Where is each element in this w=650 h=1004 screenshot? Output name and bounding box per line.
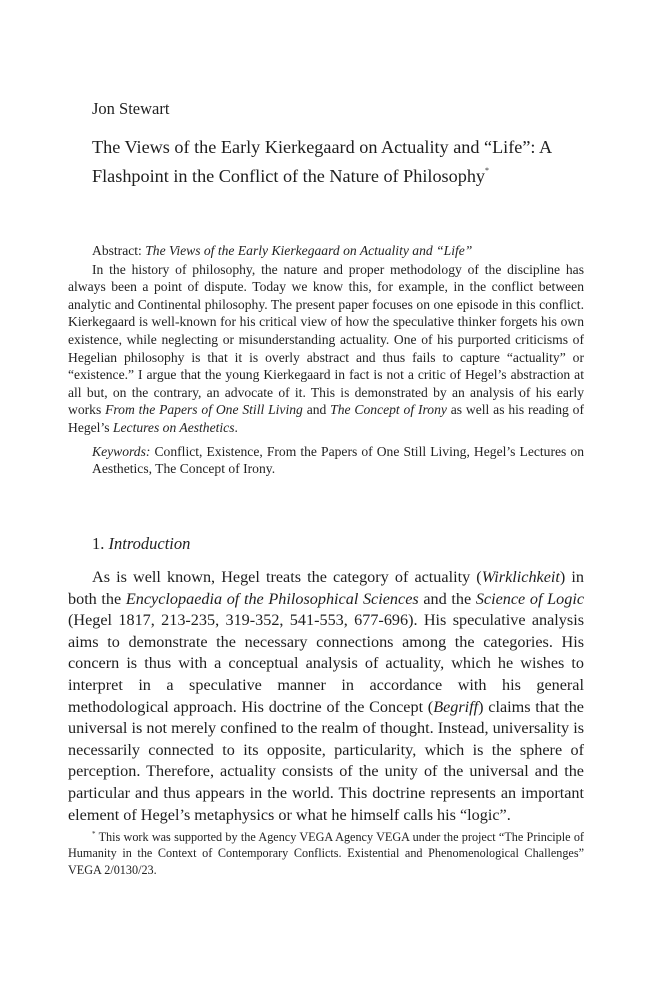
body-text xyxy=(68,567,584,826)
body-italic-term: Begriff xyxy=(433,697,479,716)
body-text-run: ) claims that the universal is not merely confined to the realm of thought. Instead, universality is necessarily connected to its opposite, particularity, which is the sphere of perception. Therefore, actuality consists of the unity of the universal and the particular and thus appears in the world. This doctrine represents an important element of Hegel’s metaphysics or what he himself calls his “logic”. xyxy=(68,697,584,824)
footnote-marker: * xyxy=(92,830,96,838)
body-paragraph xyxy=(68,567,584,826)
body-text-run: (Hegel 1817, 213-235, 319-352, 541-553, 677-696). His speculative analysis aims to demonstrate the necessary connections among the categories. His concern is thus with a conceptual analysis of actuality, which he wishes to interpret in a speculative manner in accordance with his general methodological approach. His doctrine of the Concept ( xyxy=(68,611,584,716)
abstract-title: The Views of the Early Kierkegaard on Actuality and “Life” xyxy=(145,243,473,258)
keywords-list: Conflict, Existence, From the Papers of One Still Living, Hegel’s Lectures on Aesthetics, The Concept of Irony. xyxy=(92,443,584,477)
body-italic-term: Science of Logic xyxy=(475,589,585,608)
work-title: From the Papers of One Still Living xyxy=(105,402,303,418)
section-title: Introduction xyxy=(108,534,191,553)
work-title: Lectures on Aesthetics xyxy=(112,419,235,435)
footnote xyxy=(68,826,584,878)
paper-title-text: The Views of the Early Kierkegaard on Actuality and “Life”: A Flashpoint in the Conflict of the Nature of Philosophy xyxy=(92,137,552,186)
body-text-run: As is well known, Hegel treats the category of actuality ( xyxy=(92,568,482,586)
title-footnote-marker[interactable]: * xyxy=(485,166,490,175)
abstract-label: Abstract: xyxy=(92,243,146,258)
keywords-label: Keywords: xyxy=(92,443,151,459)
footnote-text: This work was supported by the Agency VEGA Agency VEGA under the project “The Principle of Humanity in the Context of Contemporary Conflicts. Existential and Phenomenological Challenges” VEGA 2/0130/23. xyxy=(68,830,584,877)
abstract-text: . xyxy=(234,419,238,435)
section-number: 1. xyxy=(92,534,109,553)
body-italic-term: Wirklichkeit xyxy=(481,568,560,586)
section-heading xyxy=(92,534,190,554)
paper-title xyxy=(92,135,612,188)
abstract-text: as well as his reading of Hegel’s xyxy=(68,402,584,435)
footnote-paragraph xyxy=(68,826,584,878)
author-name: Jon Stewart xyxy=(92,99,170,118)
keywords xyxy=(68,443,584,478)
abstract-text: In the history of philosophy, the nature and proper methodology of the discipline has always been a point of dispute. Today we know this, for example, in the conflict between analytic and Continental philosophy. The present paper focuses on one episode in this conflict. Kierkegaard is well-known for his critical view of how the speculative thinker forgets his own existence, while neglecting or misunderstanding actuality. One of his purported criticisms of Hegelian philosophy is that it is overly abstract and thus fails to capture “actuality” or “existence.” I argue that the young Kierkegaard in fact is not a critic of Hegel’s abstraction at all but, on the contrary, an advocate of it. This is demonstrated by an analysis of his early works xyxy=(68,261,584,418)
abstract-block xyxy=(68,242,584,478)
abstract-text: and xyxy=(302,402,331,418)
body-text-run: and the xyxy=(418,589,476,608)
body-text-run: ) in both the xyxy=(68,568,584,608)
work-title: The Concept of Irony xyxy=(330,402,447,418)
body-italic-term: Encyclopaedia of the Philosophical Sciences xyxy=(125,589,419,608)
abstract-paragraph xyxy=(68,261,584,437)
abstract-heading xyxy=(68,242,584,260)
